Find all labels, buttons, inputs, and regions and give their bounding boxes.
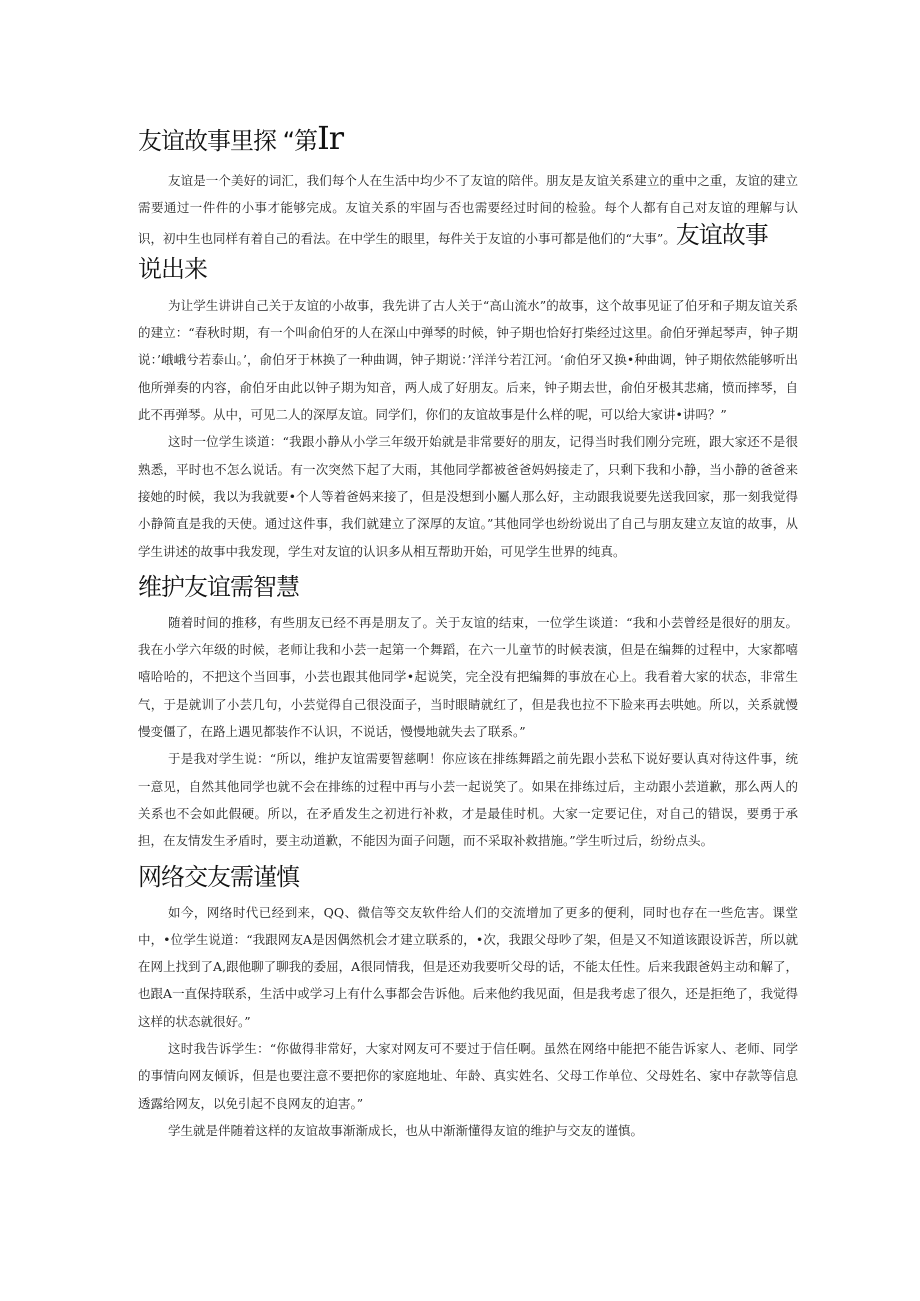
section-heading-friendship-stories-part2: 说出来 (138, 254, 207, 283)
section-heading-online-friends: 网络交友需谨慎 (138, 862, 299, 891)
document-page (138, 118, 798, 1144)
section2-paragraph-2: 于是我对学生说：“所以，维护友谊需要智慈啊！你应该在排练舞蹈之前先跟小芸私下说好要认真对待这件事，统一意见，自然其他同学也就不会在排练的过程中再与小芸一起说笑了。如果在排练过后，主动跟小芸道歉，那么两人的关系也不会如此假硬。所以，在矛盾发生之初进行补救，才是最佳时机。大家一定要记住，对自己的错误，要勇于承担，在友情发生矛盾时，要主动道歉，不能因为面子问题，而不采取补救措施。”学生听过后，纷纷点头。 (138, 751, 798, 849)
closing-paragraph: 学生就是伴随着这样的友谊故事渐渐成长，也从中渐渐懂得友谊的维护与交友的谨慎。 (168, 1122, 644, 1138)
section2-paragraph-1: 随着时间的推移，有些朋友已经不再是朋友了。关于友谊的结束，一位学生谈道：“我和小芸曾经是很好的朋友。我在小学六年级的时候，老师让我和小芸一起第一个舞蹈，在六一儿童节的时候表演，但是在编舞的过程中，大家都嘻嘻哈哈的，不把这个当回事，小芸也跟其他同学•起说笑，完全没有把编舞的事放在心上。我看着大家的状态，非常生气，于是就训了小芸几句，小芸觉得自己很没面子，当时眼睛就红了，但是我也拉不下脸来再去哄她。所以，关系就慢慢变僵了，在路上遇见都装作不认识，不说话，慢慢地就失去了联系。” (138, 614, 798, 740)
intro-paragraph-text: 友谊是一个美好的词汇，我们每个人在生活中均少不了友谊的陪伴。朋友是友谊关系建立的重中之重，友谊的建立需要通过一件件的小事才能够完成。友谊关系的牢固与否也需要经过时间的检验。每个人都有自己对友谊的理解与认识，初中生也同样有着自己的看法。在中学生的眼里，每件关于友谊的小事可都是他们的“大事”。 (138, 173, 798, 246)
section1-paragraph-2: 这时一位学生谈道：“我跟小静从小学三年级开始就是非常要好的朋友，记得当时我们刚分完班，跟大家还不是很熟悉，平时也不怎么说话。有一次突然下起了大雨，其他同学都被爸爸妈妈接走了，只剩下我和小静，当小静的爸爸来接她的时候，我以为我就要•个人等着爸妈来接了，但是没想到小屬人那么好，主动跟我说要先送我回家，那一刻我觉得小静简直是我的天使。通过这件事，我们就建立了深厚的友谊。”其他同学也纷纷说出了自己与朋友建立友谊的故事，从学生讲述的故事中我发现，学生对友谊的认识多从相互帮助开始，可见学生世界的纯真。 (138, 434, 798, 559)
section-heading-maintain-friendship: 维护友谊需智慧 (138, 572, 299, 601)
section-heading-friendship-stories-part1: 友谊故事 (675, 220, 768, 249)
document-title-text: 友谊故事里探 “第 (138, 127, 318, 155)
document-title (138, 118, 798, 161)
section1-paragraph-1: 为让学生讲讲自己关于友谊的小故事，我先讲了古人关于“高山流水”的故事，这个故事见证了伯牙和子期友谊关系的建立：“春秋时期，有一个叫俞伯牙的人在深山中弹琴的时候，钟子期也恰好打柴经过这里。俞伯牙弹起琴声，钟子期说：’峨峨兮若泰山。’，俞伯牙于林换了一种曲调，钟子期说：’洋洋兮若江河。‘俞伯牙又换•种曲调，钟子期依然能够听出他所弹奏的内容，俞伯牙由此以钟子期为知音，两人成了好朋友。后来，钟子期去世，俞伯牙极其悲痛，愤而摔琴，自此不再弹琴。从中，可见二人的深厚友谊。同学们，你们的友谊故事是什么样的呢，可以给大家讲•讲吗？” (138, 297, 798, 423)
section3-paragraph-2: 这时我告诉学生：“你做得非常好，大家对网友可不要过于信任啊。虽然在网络中能把不能告诉家人、老师、同学的事情向网友倾诉，但是也要注意不要把你的家庭地址、年龄、真实姓名、父母工作单位、父母姓名、家中存款等信息透露给网友，以免引起不良网友的迫害。” (138, 1041, 798, 1111)
section3-paragraph-1: 如今，网络时代已经到来，QQ、微信等交友软件给人们的交流增加了更多的便利，同时也存在一些危害。课堂中，•位学生说道：“我跟网友A是因偶然机会才建立联系的，•次，我跟父母吵了架，但是又不知道该跟设诉苦，所以就在网上找到了A,跟他聊了聊我的委屈，A很同情我，但是还劝我要听父母的话，不能太任性。后来我跟爸妈主动和解了，也跟A一直保持联系，生活中或学习上有什么事都会告诉他。后来他约我见面，但是我考虑了很久，还是拒绝了，我觉得这样的状态就很好。” (138, 904, 798, 1029)
intro-paragraph (138, 167, 798, 252)
document-title-suffix: Ir (317, 119, 343, 157)
